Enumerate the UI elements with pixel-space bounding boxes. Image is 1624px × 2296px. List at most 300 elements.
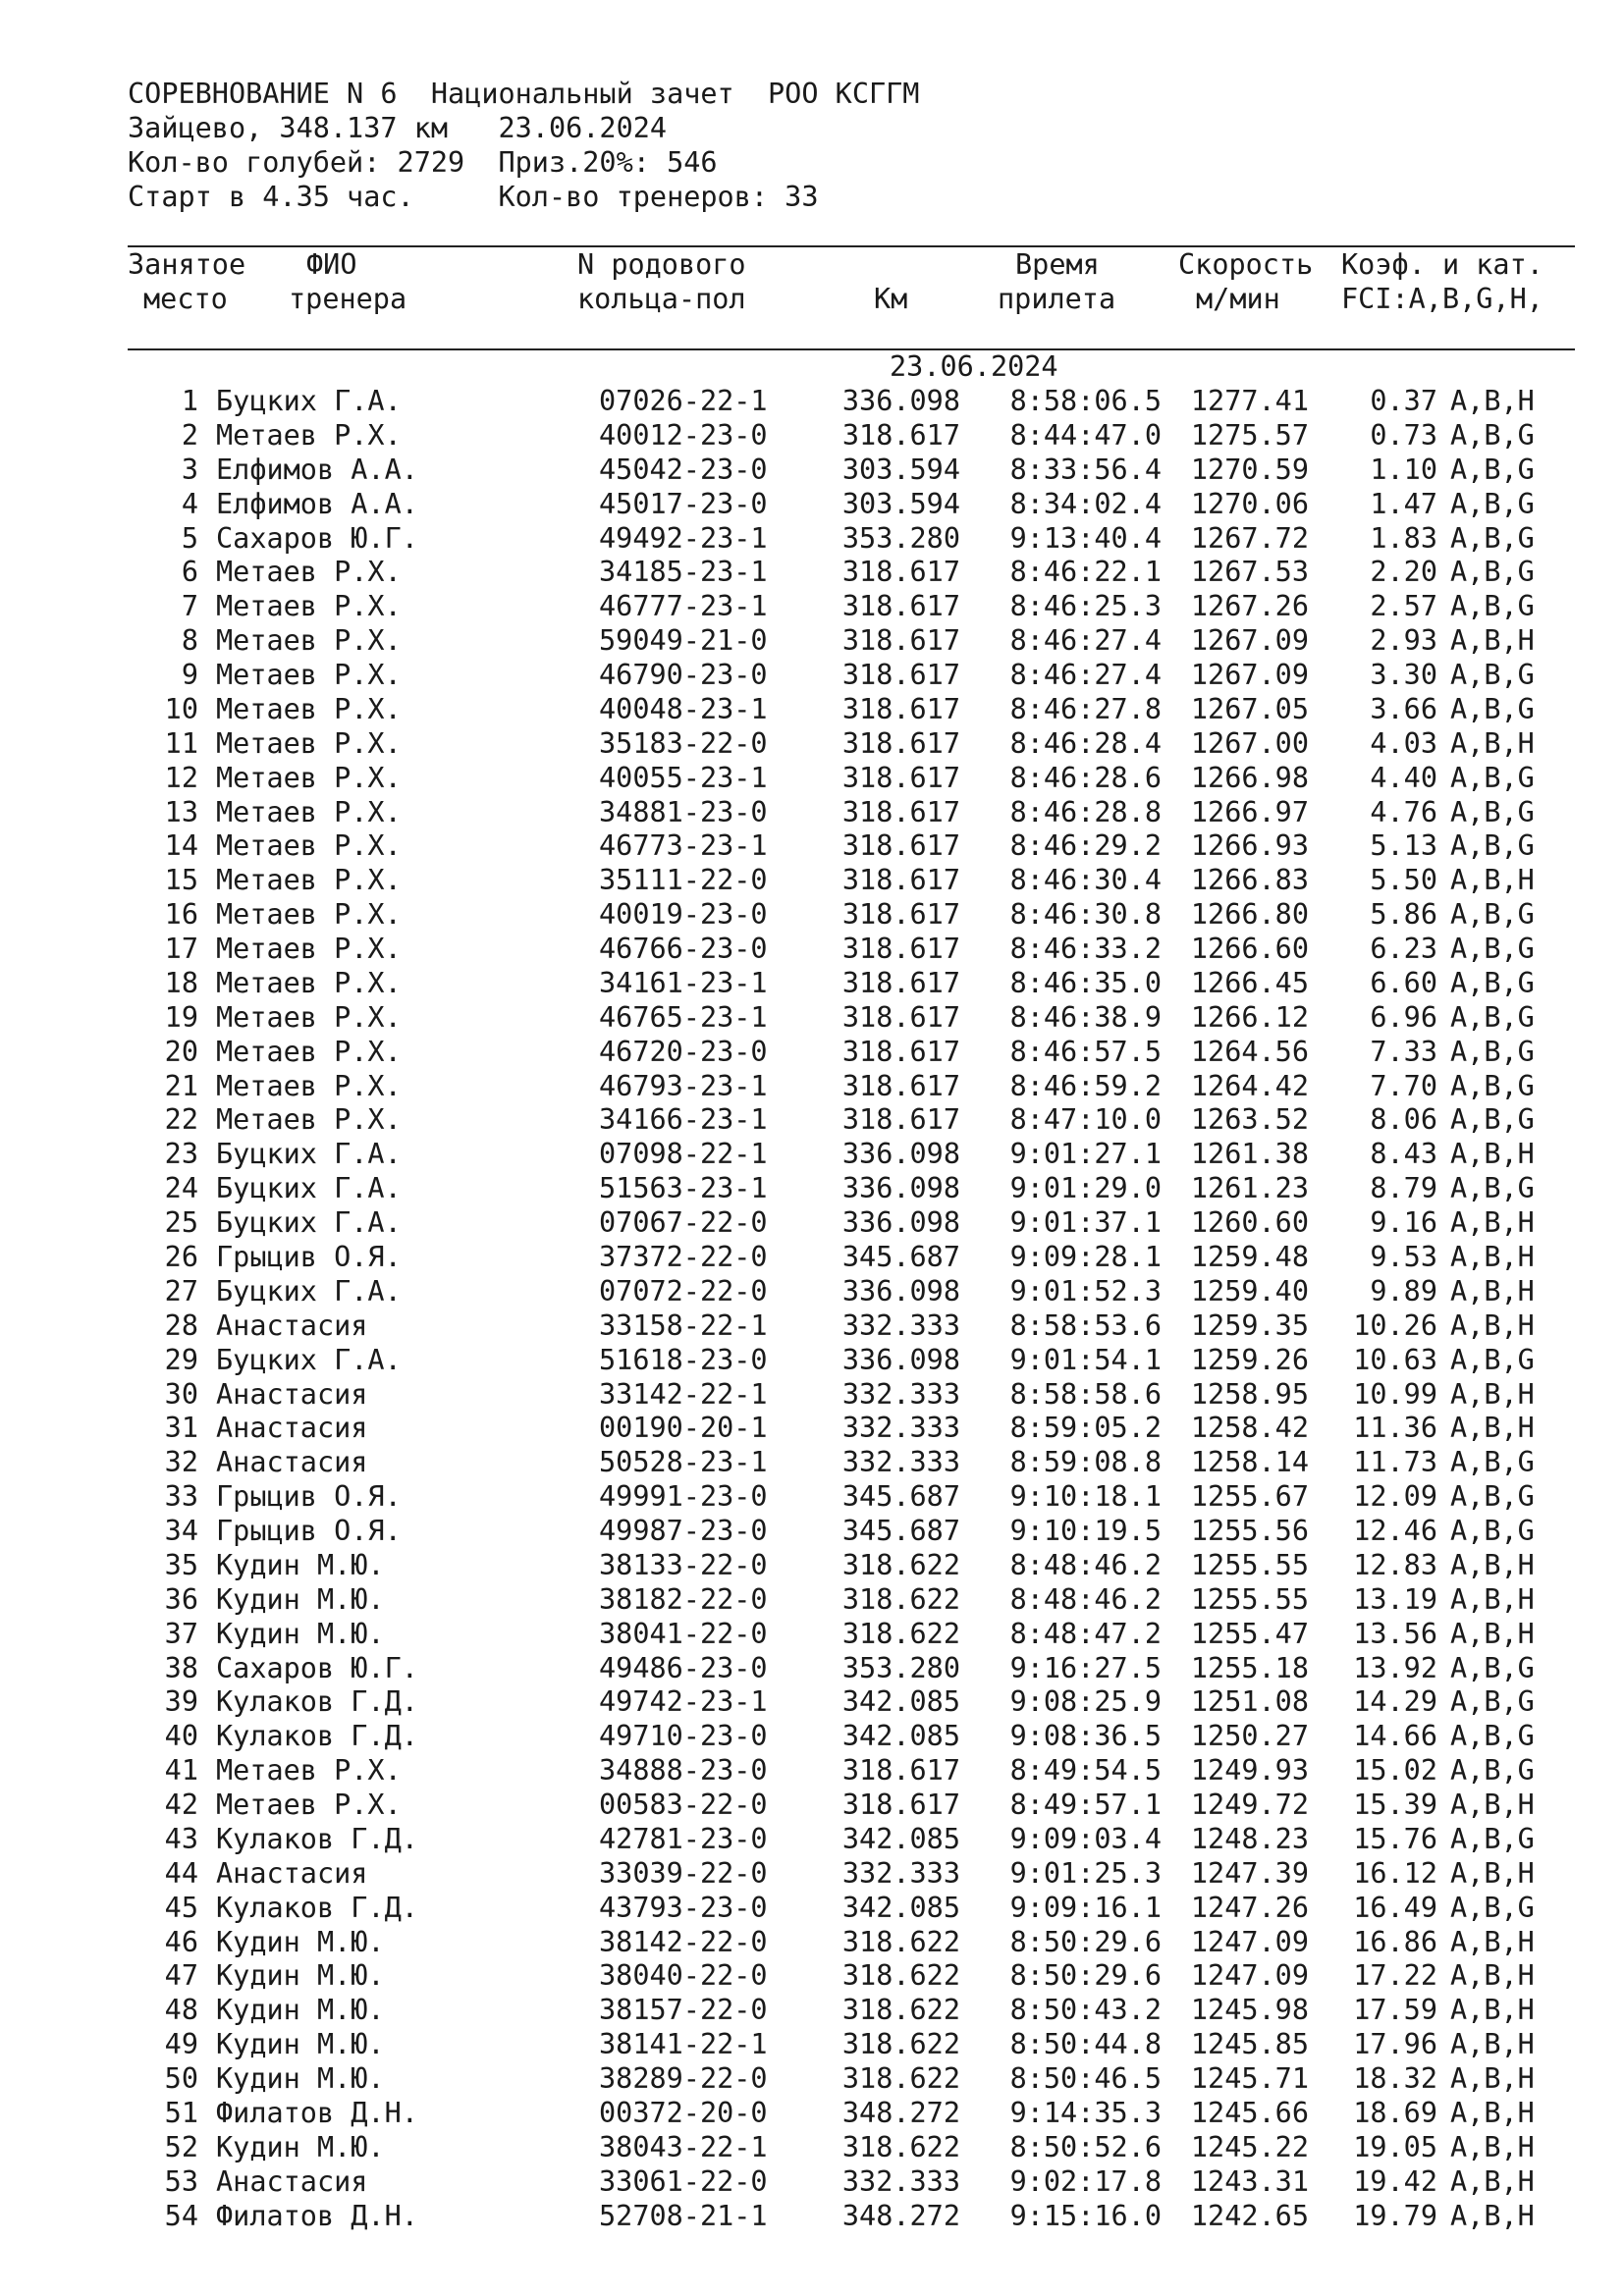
km-cell: 332.333	[841, 1377, 960, 1411]
table-row	[0, 418, 1624, 453]
place-cell: 17	[164, 933, 198, 966]
place-cell: 32	[164, 1446, 198, 1479]
ring-cell: 38040-22-0	[599, 1959, 768, 1993]
place-cell: 37	[164, 1617, 198, 1650]
time-cell: 8:49:57.1	[1009, 1789, 1162, 1822]
speed-cell: 1266.12	[1190, 1000, 1309, 1034]
time-cell: 9:13:40.4	[1009, 521, 1162, 555]
trainer-cell: Метаев Р.Х.	[216, 624, 402, 658]
table-row	[0, 1411, 1624, 1445]
place-cell: 40	[164, 1720, 198, 1753]
place-cell: 3	[181, 453, 198, 486]
place-cell: 45	[164, 1891, 198, 1924]
speed-cell: 1258.95	[1190, 1377, 1309, 1411]
speed-cell: 1245.85	[1190, 2028, 1309, 2061]
table-row	[0, 623, 1624, 658]
place-cell: 20	[164, 1035, 198, 1068]
table-row	[0, 1958, 1624, 1993]
speed-cell: 1259.40	[1190, 1274, 1309, 1308]
trainer-cell: Филатов Д.Н.	[216, 2199, 418, 2232]
km-cell: 353.280	[841, 521, 960, 555]
coef-cell: 5.13	[1370, 829, 1437, 863]
time-cell: 8:46:57.5	[1009, 1035, 1162, 1068]
category-cell: A,B,G	[1450, 795, 1535, 828]
coef-cell: 8.06	[1370, 1103, 1437, 1137]
category-cell: A,B,G	[1450, 1035, 1535, 1068]
km-cell: 318.622	[841, 1582, 960, 1616]
speed-cell: 1267.72	[1190, 521, 1309, 555]
table-row	[0, 1479, 1624, 1514]
speed-cell: 1247.39	[1190, 1856, 1309, 1890]
category-cell: A,B,H	[1450, 1548, 1535, 1581]
time-cell: 9:01:27.1	[1009, 1138, 1162, 1171]
km-cell: 318.617	[841, 795, 960, 828]
place-cell: 9	[181, 659, 198, 692]
km-cell: 318.617	[841, 966, 960, 999]
time-cell: 8:48:47.2	[1009, 1617, 1162, 1650]
place-cell: 27	[164, 1274, 198, 1308]
coef-cell: 8.43	[1370, 1138, 1437, 1171]
coef-cell: 13.19	[1353, 1582, 1437, 1616]
pigeon-count: Кол-во голубей: 2729 Приз.20%: 546	[128, 146, 718, 179]
time-cell: 9:09:16.1	[1009, 1891, 1162, 1924]
time-cell: 8:50:52.6	[1009, 2130, 1162, 2163]
category-cell: A,B,H	[1450, 1241, 1535, 1273]
col-ring-line1: N родового	[577, 248, 746, 281]
speed-cell: 1266.93	[1190, 829, 1309, 863]
table-row	[0, 1240, 1624, 1274]
coef-cell: 12.09	[1353, 1480, 1437, 1514]
time-cell: 8:46:28.6	[1009, 761, 1162, 794]
km-cell: 318.617	[841, 556, 960, 589]
coef-cell: 5.50	[1370, 864, 1437, 897]
category-cell: A,B,G	[1450, 1000, 1535, 1034]
table-row	[0, 1171, 1624, 1205]
speed-cell: 1267.00	[1190, 726, 1309, 760]
trainer-cell: Метаев Р.Х.	[216, 761, 402, 794]
col-km: Км	[874, 283, 908, 315]
place-cell: 31	[164, 1412, 198, 1445]
speed-cell: 1266.83	[1190, 864, 1309, 897]
place-cell: 6	[181, 556, 198, 589]
category-cell: A,B,G	[1450, 761, 1535, 794]
category-cell: A,B,G	[1450, 966, 1535, 999]
table-row	[0, 589, 1624, 623]
category-cell: A,B,G	[1450, 1069, 1535, 1102]
time-cell: 8:58:06.5	[1009, 385, 1162, 417]
time-cell: 8:46:28.4	[1009, 726, 1162, 760]
place-cell: 22	[164, 1103, 198, 1137]
place-cell: 4	[181, 487, 198, 520]
category-cell: A,B,H	[1450, 385, 1535, 417]
table-row	[0, 453, 1624, 487]
time-cell: 9:01:29.0	[1009, 1172, 1162, 1205]
table-row	[0, 726, 1624, 761]
ring-cell: 38041-22-0	[599, 1617, 768, 1650]
coef-cell: 14.66	[1353, 1720, 1437, 1753]
ring-cell: 46766-23-0	[599, 933, 768, 966]
category-cell: A,B,G	[1450, 1685, 1535, 1719]
table-row	[0, 2164, 1624, 2199]
ring-cell: 49710-23-0	[599, 1720, 768, 1753]
place-cell: 13	[164, 795, 198, 828]
coef-cell: 12.83	[1353, 1548, 1437, 1581]
place-cell: 5	[181, 521, 198, 555]
category-cell: A,B,H	[1450, 1856, 1535, 1890]
ring-cell: 46777-23-1	[599, 590, 768, 623]
table-row	[0, 1000, 1624, 1035]
trainer-cell: Кулаков Г.Д.	[216, 1891, 418, 1924]
category-cell: A,B,G	[1450, 487, 1535, 520]
km-cell: 336.098	[841, 1172, 960, 1205]
km-cell: 303.594	[841, 453, 960, 486]
time-cell: 9:08:25.9	[1009, 1685, 1162, 1719]
category-cell: A,B,H	[1450, 1308, 1535, 1342]
category-cell: A,B,H	[1450, 1274, 1535, 1308]
category-cell: A,B,H	[1450, 2097, 1535, 2129]
coef-cell: 3.30	[1370, 659, 1437, 692]
table-row	[0, 1582, 1624, 1617]
trainer-cell: Кудин М.Ю.	[216, 2028, 385, 2061]
trainer-cell: Метаев Р.Х.	[216, 966, 402, 999]
place-cell: 15	[164, 864, 198, 897]
category-cell: A,B,H	[1450, 1925, 1535, 1958]
table-row	[0, 2130, 1624, 2164]
table-row	[0, 1102, 1624, 1137]
table-row	[0, 1548, 1624, 1582]
category-cell: A,B,G	[1450, 1343, 1535, 1376]
speed-cell: 1243.31	[1190, 2164, 1309, 2198]
ring-cell: 07098-22-1	[599, 1138, 768, 1171]
category-cell: A,B,G	[1450, 1754, 1535, 1788]
table-row	[0, 1684, 1624, 1719]
km-cell: 318.617	[841, 761, 960, 794]
time-cell: 8:46:29.2	[1009, 829, 1162, 863]
km-cell: 318.617	[841, 933, 960, 966]
trainer-cell: Метаев Р.Х.	[216, 829, 402, 863]
table-row	[0, 1891, 1624, 1925]
speed-cell: 1277.41	[1190, 385, 1309, 417]
ring-cell: 46765-23-1	[599, 1000, 768, 1034]
speed-cell: 1247.09	[1190, 1959, 1309, 1993]
ring-cell: 46720-23-0	[599, 1035, 768, 1068]
place-cell: 26	[164, 1241, 198, 1273]
ring-cell: 38141-22-1	[599, 2028, 768, 2061]
place-cell: 1	[181, 385, 198, 417]
table-row	[0, 966, 1624, 1000]
place-cell: 49	[164, 2028, 198, 2061]
table-row	[0, 761, 1624, 795]
category-cell: A,B,H	[1450, 2028, 1535, 2061]
speed-cell: 1267.09	[1190, 624, 1309, 658]
coef-cell: 11.73	[1353, 1446, 1437, 1479]
trainer-cell: Кудин М.Ю.	[216, 1617, 385, 1650]
trainer-cell: Елфимов А.А.	[216, 453, 418, 486]
km-cell: 318.622	[841, 2130, 960, 2163]
km-cell: 342.085	[841, 1685, 960, 1719]
ring-cell: 37372-22-0	[599, 1241, 768, 1273]
km-cell: 318.617	[841, 659, 960, 692]
km-cell: 318.617	[841, 1103, 960, 1137]
time-cell: 8:46:30.4	[1009, 864, 1162, 897]
speed-cell: 1247.26	[1190, 1891, 1309, 1924]
km-cell: 336.098	[841, 1343, 960, 1376]
speed-cell: 1251.08	[1190, 1685, 1309, 1719]
category-cell: A,B,G	[1450, 1480, 1535, 1514]
time-cell: 8:50:29.6	[1009, 1925, 1162, 1958]
speed-cell: 1245.71	[1190, 2062, 1309, 2096]
ring-cell: 40055-23-1	[599, 761, 768, 794]
category-cell: A,B,G	[1450, 590, 1535, 623]
ring-cell: 33158-22-1	[599, 1308, 768, 1342]
ring-cell: 49742-23-1	[599, 1685, 768, 1719]
coef-cell: 11.36	[1353, 1412, 1437, 1445]
coef-cell: 1.47	[1370, 487, 1437, 520]
trainer-cell: Метаев Р.Х.	[216, 692, 402, 725]
col-coef-line2: FCI:A,B,G,H,	[1341, 283, 1543, 315]
place-cell: 35	[164, 1548, 198, 1581]
place-cell: 44	[164, 1856, 198, 1890]
time-cell: 8:33:56.4	[1009, 453, 1162, 486]
speed-cell: 1266.60	[1190, 933, 1309, 966]
category-cell: A,B,G	[1450, 556, 1535, 589]
place-cell: 11	[164, 726, 198, 760]
trainer-cell: Кудин М.Ю.	[216, 1925, 385, 1958]
trainer-cell: Сахаров Ю.Г.	[216, 1651, 418, 1684]
speed-cell: 1270.06	[1190, 487, 1309, 520]
place-cell: 43	[164, 1822, 198, 1855]
km-cell: 332.333	[841, 1308, 960, 1342]
place-cell: 33	[164, 1480, 198, 1514]
km-cell: 345.687	[841, 1241, 960, 1273]
table-row	[0, 1753, 1624, 1788]
header-top-rule	[128, 245, 1575, 247]
km-cell: 353.280	[841, 1651, 960, 1684]
speed-cell: 1255.55	[1190, 1548, 1309, 1581]
category-cell: A,B,H	[1450, 1617, 1535, 1650]
table-row	[0, 1343, 1624, 1377]
table-row	[0, 1377, 1624, 1412]
category-cell: A,B,G	[1450, 1515, 1535, 1548]
category-cell: A,B,G	[1450, 1651, 1535, 1684]
category-cell: A,B,H	[1450, 1994, 1535, 2027]
category-cell: A,B,H	[1450, 2164, 1535, 2198]
place-cell: 47	[164, 1959, 198, 1993]
km-cell: 318.617	[841, 1069, 960, 1102]
speed-cell: 1266.45	[1190, 966, 1309, 999]
trainer-cell: Кулаков Г.Д.	[216, 1685, 418, 1719]
ring-cell: 50528-23-1	[599, 1446, 768, 1479]
trainer-cell: Буцких Г.А.	[216, 1138, 402, 1171]
km-cell: 318.617	[841, 590, 960, 623]
ring-cell: 46793-23-1	[599, 1069, 768, 1102]
table-row	[0, 1308, 1624, 1343]
speed-cell: 1267.26	[1190, 590, 1309, 623]
table-row	[0, 2096, 1624, 2130]
trainer-cell: Филатов Д.Н.	[216, 2097, 418, 2129]
ring-cell: 40012-23-0	[599, 418, 768, 452]
category-cell: A,B,G	[1450, 898, 1535, 932]
coef-cell: 0.73	[1370, 418, 1437, 452]
ring-cell: 34161-23-1	[599, 966, 768, 999]
coef-cell: 16.49	[1353, 1891, 1437, 1924]
km-cell: 318.617	[841, 624, 960, 658]
table-row	[0, 1035, 1624, 1069]
time-cell: 8:49:54.5	[1009, 1754, 1162, 1788]
coef-cell: 4.40	[1370, 761, 1437, 794]
category-cell: A,B,H	[1450, 2130, 1535, 2163]
category-cell: A,B,G	[1450, 933, 1535, 966]
ring-cell: 34166-23-1	[599, 1103, 768, 1137]
time-cell: 8:50:43.2	[1009, 1994, 1162, 2027]
table-row	[0, 692, 1624, 726]
time-cell: 8:50:46.5	[1009, 2062, 1162, 2096]
speed-cell: 1247.09	[1190, 1925, 1309, 1958]
ring-cell: 46773-23-1	[599, 829, 768, 863]
coef-cell: 15.76	[1353, 1822, 1437, 1855]
speed-cell: 1242.65	[1190, 2199, 1309, 2232]
speed-cell: 1255.55	[1190, 1582, 1309, 1616]
trainer-cell: Анастасия	[216, 1446, 368, 1479]
time-cell: 8:50:44.8	[1009, 2028, 1162, 2061]
km-cell: 345.687	[841, 1515, 960, 1548]
ring-cell: 33061-22-0	[599, 2164, 768, 2198]
time-cell: 8:44:47.0	[1009, 418, 1162, 452]
trainer-cell: Буцких Г.А.	[216, 385, 402, 417]
ring-cell: 00190-20-1	[599, 1412, 768, 1445]
speed-cell: 1259.48	[1190, 1241, 1309, 1273]
km-cell: 318.622	[841, 1959, 960, 1993]
trainer-cell: Метаев Р.Х.	[216, 1103, 402, 1137]
category-cell: A,B,G	[1450, 1172, 1535, 1205]
ring-cell: 46790-23-0	[599, 659, 768, 692]
km-cell: 318.622	[841, 1994, 960, 2027]
ring-cell: 38182-22-0	[599, 1582, 768, 1616]
category-cell: A,B,G	[1450, 1891, 1535, 1924]
ring-cell: 33142-22-1	[599, 1377, 768, 1411]
col-speed-line2: м/мин	[1196, 283, 1280, 315]
coef-cell: 15.02	[1353, 1754, 1437, 1788]
place-cell: 28	[164, 1308, 198, 1342]
speed-cell: 1248.23	[1190, 1822, 1309, 1855]
trainer-cell: Метаев Р.Х.	[216, 1000, 402, 1034]
table-row	[0, 1069, 1624, 1103]
category-cell: A,B,H	[1450, 2199, 1535, 2232]
km-cell: 318.617	[841, 1000, 960, 1034]
table-row	[0, 1856, 1624, 1891]
category-cell: A,B,G	[1450, 829, 1535, 863]
place-cell: 16	[164, 898, 198, 932]
category-cell: A,B,G	[1450, 692, 1535, 725]
time-cell: 8:46:27.4	[1009, 659, 1162, 692]
trainer-cell: Буцких Г.А.	[216, 1343, 402, 1376]
coef-cell: 3.66	[1370, 692, 1437, 725]
place-cell: 39	[164, 1685, 198, 1719]
coef-cell: 12.46	[1353, 1515, 1437, 1548]
km-cell: 318.622	[841, 1617, 960, 1650]
coef-cell: 18.32	[1353, 2062, 1437, 2096]
coef-cell: 13.56	[1353, 1617, 1437, 1650]
table-row	[0, 487, 1624, 521]
coef-cell: 6.23	[1370, 933, 1437, 966]
place-cell: 29	[164, 1343, 198, 1376]
category-cell: A,B,H	[1450, 864, 1535, 897]
start-info: Старт в 4.35 час. Кол-во тренеров: 33	[128, 181, 819, 213]
trainer-cell: Кулаков Г.Д.	[216, 1822, 418, 1855]
speed-cell: 1267.05	[1190, 692, 1309, 725]
ring-cell: 35111-22-0	[599, 864, 768, 897]
time-cell: 8:46:27.4	[1009, 624, 1162, 658]
ring-cell: 45042-23-0	[599, 453, 768, 486]
ring-cell: 49991-23-0	[599, 1480, 768, 1514]
category-cell: A,B,G	[1450, 1446, 1535, 1479]
coef-cell: 9.89	[1370, 1274, 1437, 1308]
speed-cell: 1266.80	[1190, 898, 1309, 932]
time-cell: 8:46:59.2	[1009, 1069, 1162, 1102]
col-name-line2: тренера	[289, 283, 407, 315]
coef-cell: 5.86	[1370, 898, 1437, 932]
km-cell: 318.617	[841, 829, 960, 863]
trainer-cell: Кудин М.Ю.	[216, 1582, 385, 1616]
ring-cell: 38043-22-1	[599, 2130, 768, 2163]
col-coef-line1: Коэф. и кат.	[1341, 248, 1543, 281]
ring-cell: 51618-23-0	[599, 1343, 768, 1376]
speed-cell: 1249.72	[1190, 1789, 1309, 1822]
km-cell: 336.098	[841, 385, 960, 417]
time-cell: 8:58:58.6	[1009, 1377, 1162, 1411]
time-cell: 9:14:35.3	[1009, 2097, 1162, 2129]
trainer-cell: Анастасия	[216, 1412, 368, 1445]
place-cell: 12	[164, 761, 198, 794]
place-cell: 51	[164, 2097, 198, 2129]
speed-cell: 1255.18	[1190, 1651, 1309, 1684]
place-cell: 2	[181, 418, 198, 452]
speed-cell: 1260.60	[1190, 1206, 1309, 1240]
ring-cell: 00583-22-0	[599, 1789, 768, 1822]
time-cell: 8:46:38.9	[1009, 1000, 1162, 1034]
col-speed-line1: Скорость	[1178, 248, 1314, 281]
ring-cell: 34888-23-0	[599, 1754, 768, 1788]
km-cell: 318.622	[841, 1548, 960, 1581]
ring-cell: 38142-22-0	[599, 1925, 768, 1958]
trainer-cell: Анастасия	[216, 1377, 368, 1411]
coef-cell: 4.03	[1370, 726, 1437, 760]
time-cell: 8:46:25.3	[1009, 590, 1162, 623]
trainer-cell: Буцких Г.А.	[216, 1274, 402, 1308]
place-cell: 46	[164, 1925, 198, 1958]
coef-cell: 2.93	[1370, 624, 1437, 658]
ring-cell: 07067-22-0	[599, 1206, 768, 1240]
place-cell: 48	[164, 1994, 198, 2027]
coef-cell: 9.53	[1370, 1241, 1437, 1273]
category-cell: A,B,H	[1450, 624, 1535, 658]
time-cell: 9:01:37.1	[1009, 1206, 1162, 1240]
coef-cell: 17.59	[1353, 1994, 1437, 2027]
km-cell: 345.687	[841, 1480, 960, 1514]
speed-cell: 1263.52	[1190, 1103, 1309, 1137]
col-name-line1: ФИО	[306, 248, 357, 281]
coef-cell: 7.70	[1370, 1069, 1437, 1102]
ring-cell: 49486-23-0	[599, 1651, 768, 1684]
ring-cell: 59049-21-0	[599, 624, 768, 658]
time-cell: 8:59:05.2	[1009, 1412, 1162, 1445]
time-cell: 9:10:19.5	[1009, 1515, 1162, 1548]
trainer-cell: Буцких Г.А.	[216, 1206, 402, 1240]
place-cell: 30	[164, 1377, 198, 1411]
coef-cell: 2.57	[1370, 590, 1437, 623]
place-cell: 7	[181, 590, 198, 623]
coef-cell: 7.33	[1370, 1035, 1437, 1068]
